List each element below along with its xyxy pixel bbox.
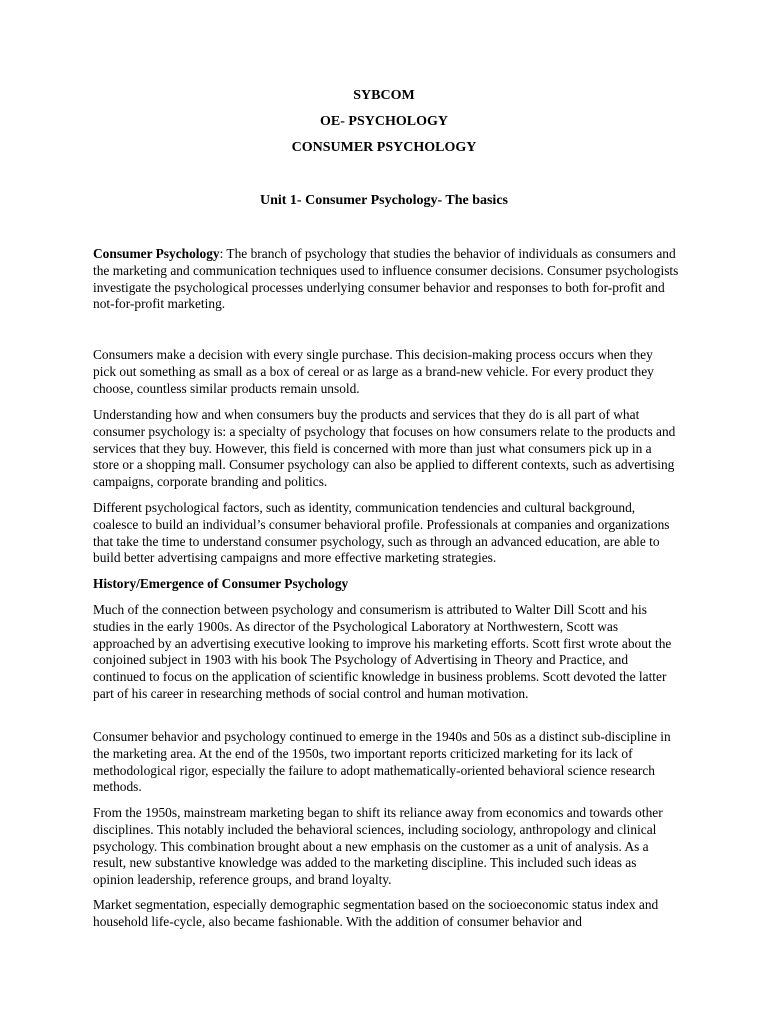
history-paragraph-4: Market segmentation, especially demographic segmentation based on the socioeconomic status index and household life-cycle, also became fashionable. With the addition of consumer behavior and <box>93 897 659 929</box>
intro-paragraph-2: Understanding how and when consumers buy the products and services that they do is all part of what consumer psychology is: a specialty of psychology that focuses on how consumers relate to the products and services that they buy. However, this field is concerned with more than just what consumers pick up in a store or a shopping mall. Consumer psychology can also be applied to different contexts, such as advertising campaigns, corporate branding and politics. <box>93 407 676 489</box>
history-heading: History/Emergence of Consumer Psychology <box>93 576 349 591</box>
intro-paragraph-1: Consumers make a decision with every single purchase. This decision-making process occurs when they pick out something as small as a box of cereal or as large as a brand-new vehicle. For every product they choose, countless similar products remain unsold. <box>93 347 654 396</box>
definition-paragraph <box>93 246 679 313</box>
definition-text: : The branch of psychology that studies the behavior of individuals as consumers and the marketing and communication techniques used to influence consumer decisions. Consumer psychologists investigate the psychological processes underlying consumer behavior and responses to both for-profit and not-for-profit marketing. <box>93 246 679 312</box>
course-title: SYBCOM <box>353 88 415 103</box>
history-paragraph-1: Much of the connection between psychology and consumerism is attributed to Walter Dill Scott and his studies in the early 1900s. As director of the Psychological Laboratory at Northwestern, Scott was approached by an advertising executive looking to improve his marketing efforts. Scott first wrote about the conjoined subject in 1903 with his book The Psychology of Advertising in Theory and Practice, and continued to focus on the application of scientific knowledge in business problems. Scott devoted the latter part of his career in researching methods of social control and human motivation. <box>93 602 672 701</box>
unit-title: Unit 1- Consumer Psychology- The basics <box>259 193 508 208</box>
subject-title: OE- PSYCHOLOGY <box>320 114 448 129</box>
history-paragraph-3: From the 1950s, mainstream marketing began to shift its reliance away from economics and towards other disciplines. This notably included the behavioral sciences, including sociology, anthropology and clinical psychology. This combination brought about a new emphasis on the customer as a unit of analysis. As a result, new substantive knowledge was added to the marketing discipline. This included such ideas as opinion leadership, reference groups, and brand loyalty. <box>93 805 663 887</box>
topic-title: CONSUMER PSYCHOLOGY <box>291 140 477 155</box>
definition-term: Consumer Psychology <box>93 246 220 261</box>
intro-paragraph-3: Different psychological factors, such as identity, communication tendencies and cultural background, coalesce to build an individual’s consumer behavioral profile. Professionals at companies and organizations that take the time to understand consumer psychology, such as through an advanced education, are able to build better advertising campaigns and more effective marketing strategies. <box>93 500 670 566</box>
history-paragraph-2: Consumer behavior and psychology continued to emerge in the 1940s and 50s as a distinct sub-discipline in the marketing area. At the end of the 1950s, two important reports criticized marketing for its lack of methodological rigor, especially the failure to adopt mathematically-oriented behavioral science research methods. <box>93 729 671 795</box>
